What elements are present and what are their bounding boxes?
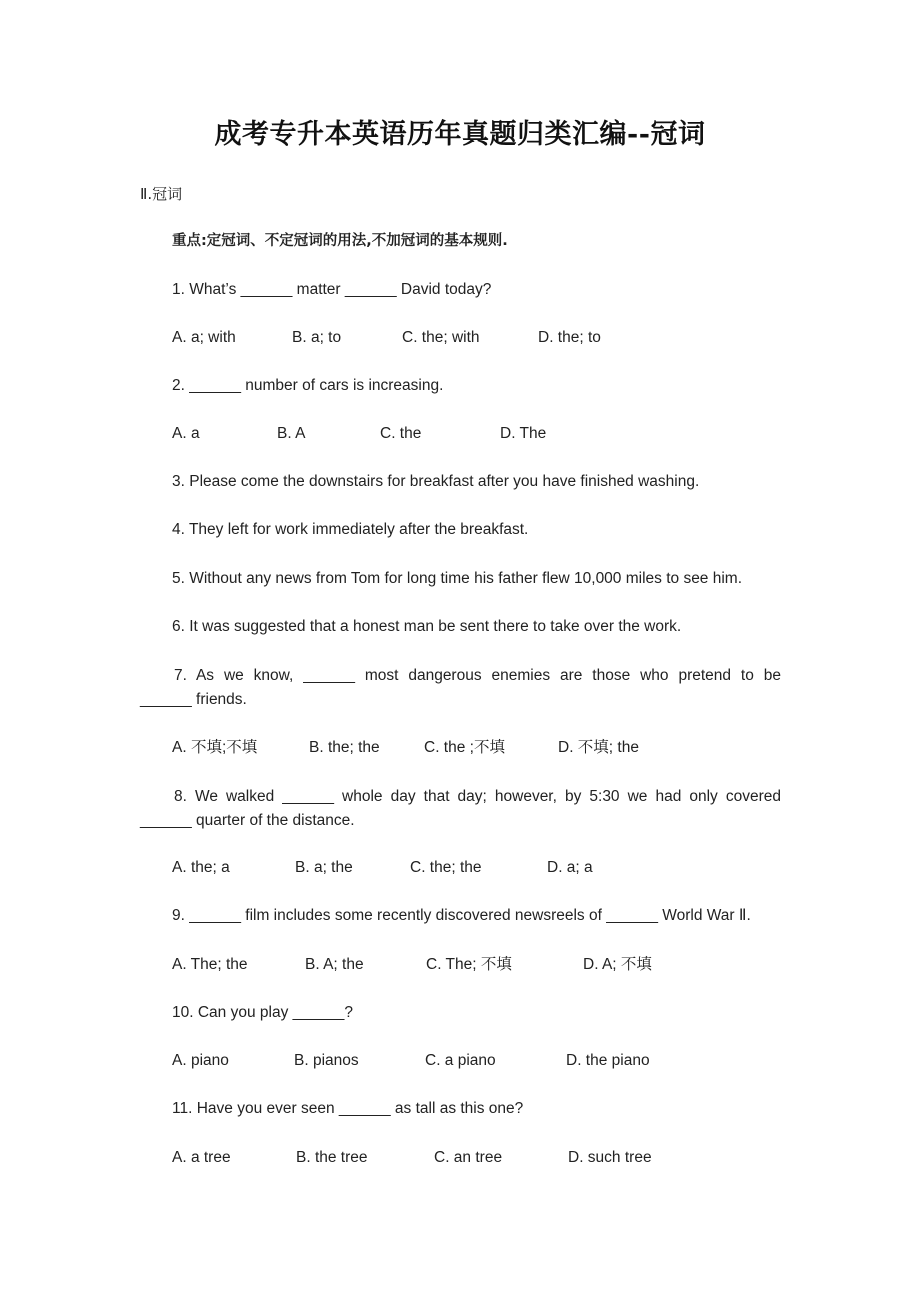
q9-option-c: C. The; 不填 (426, 956, 512, 973)
question-11: 11. Have you ever seen ______ as tall as this one? (172, 1100, 524, 1117)
question-10: 10. Can you play ______? (172, 1004, 353, 1021)
document-title: 成考专升本英语历年真题归类汇编--冠词 (214, 119, 706, 150)
q11-option-c: C. an tree (434, 1149, 503, 1166)
q2-option-b: B. A (277, 425, 306, 442)
q10-option-a: A. piano (172, 1052, 229, 1069)
question-8-line-1: 8. We walked ______ whole day that day; however, by 5:30 we had only covered (174, 788, 781, 805)
q8-option-c: C. the; the (410, 859, 482, 876)
question-9: 9. ______ film includes some recently discovered newsreels of ______ World War Ⅱ. (172, 907, 751, 924)
question-2: 2. ______ number of cars is increasing. (172, 377, 444, 394)
section-heading: Ⅱ.冠词 (140, 185, 183, 203)
q11-option-d: D. such tree (568, 1149, 652, 1166)
question-4: 4. They left for work immediately after the breakfast. (172, 521, 529, 538)
q8-option-b: B. a; the (295, 859, 353, 876)
question-8-line-2: ______ quarter of the distance. (140, 812, 355, 829)
q7-option-d: D. 不填; the (558, 739, 639, 756)
q2-option-a: A. a (172, 425, 200, 442)
q11-option-b: B. the tree (296, 1149, 368, 1166)
question-7 (140, 664, 781, 712)
q7-option-b: B. the; the (309, 739, 380, 756)
q2-option-d: D. The (500, 425, 547, 442)
question-5: 5. Without any news from Tom for long time his father flew 10,000 miles to see him. (172, 570, 743, 587)
focus-note: 重点:定冠词、不定冠词的用法,不加冠词的基本规则. (172, 233, 508, 249)
question-7-line-2: ______ friends. (140, 691, 247, 708)
question-8 (140, 785, 781, 833)
q9-option-a: A. The; the (172, 956, 248, 973)
question-7-line-1: 7. As we know, ______ most dangerous enemies are those who pretend to be (174, 667, 781, 684)
q10-option-c: C. a piano (425, 1052, 496, 1069)
q10-option-d: D. the piano (566, 1052, 650, 1069)
question-1: 1. What’s ______ matter ______ David today? (172, 281, 492, 298)
q8-option-a: A. the; a (172, 859, 230, 876)
q11-option-a: A. a tree (172, 1149, 231, 1166)
q10-option-b: B. pianos (294, 1052, 359, 1069)
q8-option-d: D. a; a (547, 859, 593, 876)
q1-option-d: D. the; to (538, 329, 601, 346)
q1-option-a: A. a; with (172, 329, 236, 346)
q1-option-c: C. the; with (402, 329, 480, 346)
q7-option-a: A. 不填;不填 (172, 739, 258, 756)
q9-option-b: B. A; the (305, 956, 364, 973)
q7-option-c: C. the ;不填 (424, 739, 505, 756)
question-6: 6. It was suggested that a honest man be sent there to take over the work. (172, 618, 682, 635)
q2-option-c: C. the (380, 425, 422, 442)
q1-option-b: B. a; to (292, 329, 342, 346)
question-3: 3. Please come the downstairs for breakfast after you have finished washing. (172, 473, 700, 490)
q9-option-d: D. A; 不填 (583, 956, 652, 973)
